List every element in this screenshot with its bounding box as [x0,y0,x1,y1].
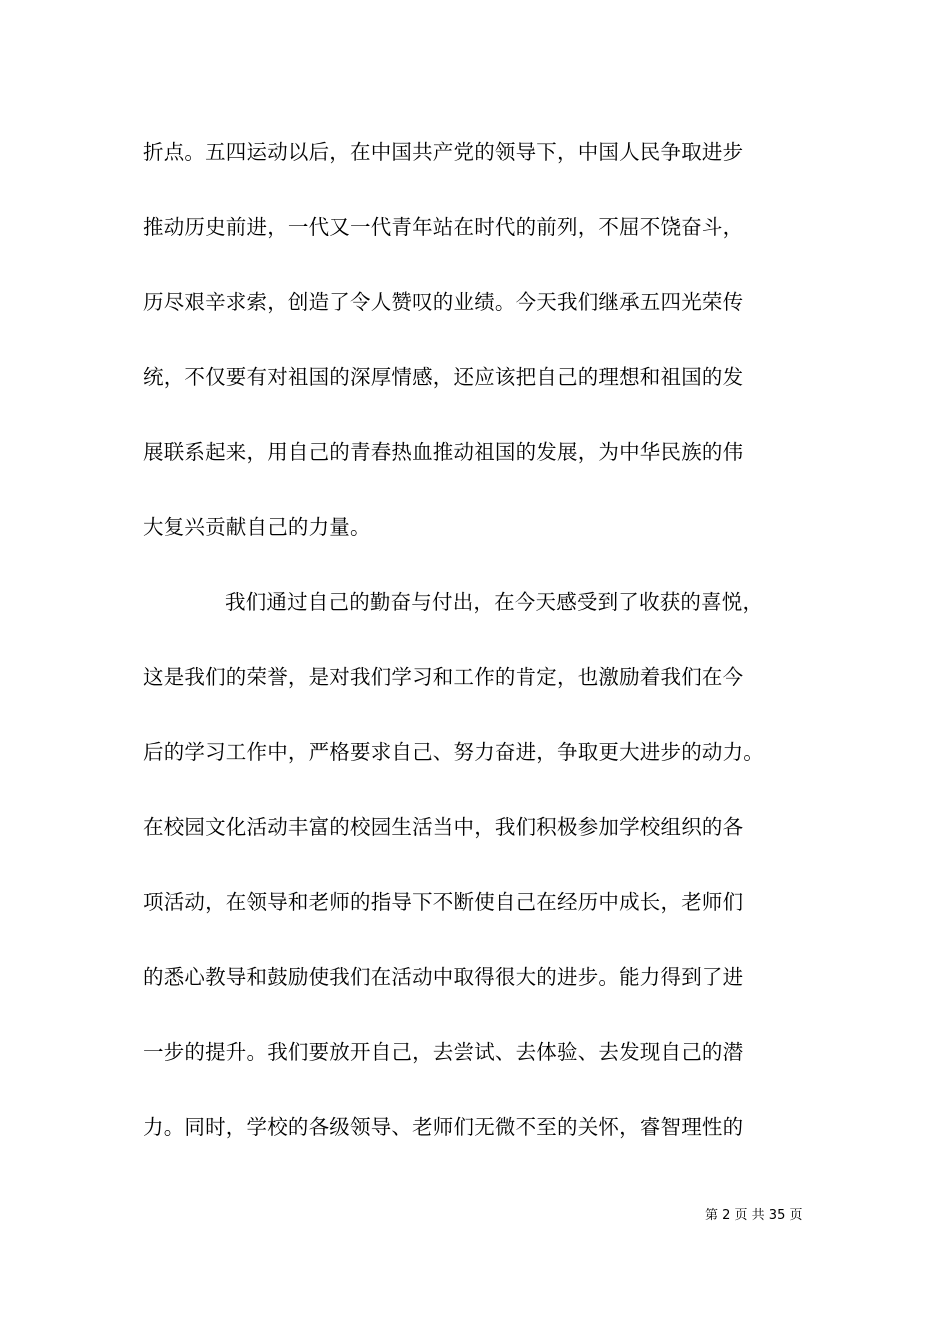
text-line: 统，不仅要有对祖国的深厚情感，还应该把自己的理想和祖国的发 [143,365,744,389]
text-line: 一步的提升。我们要放开自己，去尝试、去体验、去发现自己的潜 [143,1040,744,1064]
text-line: 在校园文化活动丰富的校园生活当中，我们积极参加学校组织的各 [143,815,744,839]
page-number-footer: 第 2 页 共 35 页 [705,1208,803,1223]
body-text [143,132,823,1182]
text-line: 历尽艰辛求索，创造了令人赞叹的业绩。今天我们继承五四光荣传 [143,290,744,314]
text-line: 大复兴贡献自己的力量。 [143,515,371,539]
text-line: 推动历史前进，一代又一代青年站在时代的前列，不屈不饶奋斗， [143,215,744,239]
text-line: 折点。五四运动以后，在中国共产党的领导下，中国人民争取进步 [143,140,744,164]
text-line-indented: 我们通过自己的勤奋与付出，在今天感受到了收获的喜悦， [225,590,764,614]
text-line: 后的学习工作中，严格要求自己、努力奋进，争取更大进步的动力。 [143,740,764,764]
text-line: 的悉心教导和鼓励使我们在活动中取得很大的进步。能力得到了进 [143,965,744,989]
text-line: 这是我们的荣誉，是对我们学习和工作的肯定，也激励着我们在今 [143,665,744,689]
text-line: 展联系起来，用自己的青春热血推动祖国的发展，为中华民族的伟 [143,440,744,464]
text-line: 项活动，在领导和老师的指导下不断使自己在经历中成长，老师们 [143,890,744,914]
text-line: 力。同时，学校的各级领导、老师们无微不至的关怀，睿智理性的 [143,1115,744,1139]
